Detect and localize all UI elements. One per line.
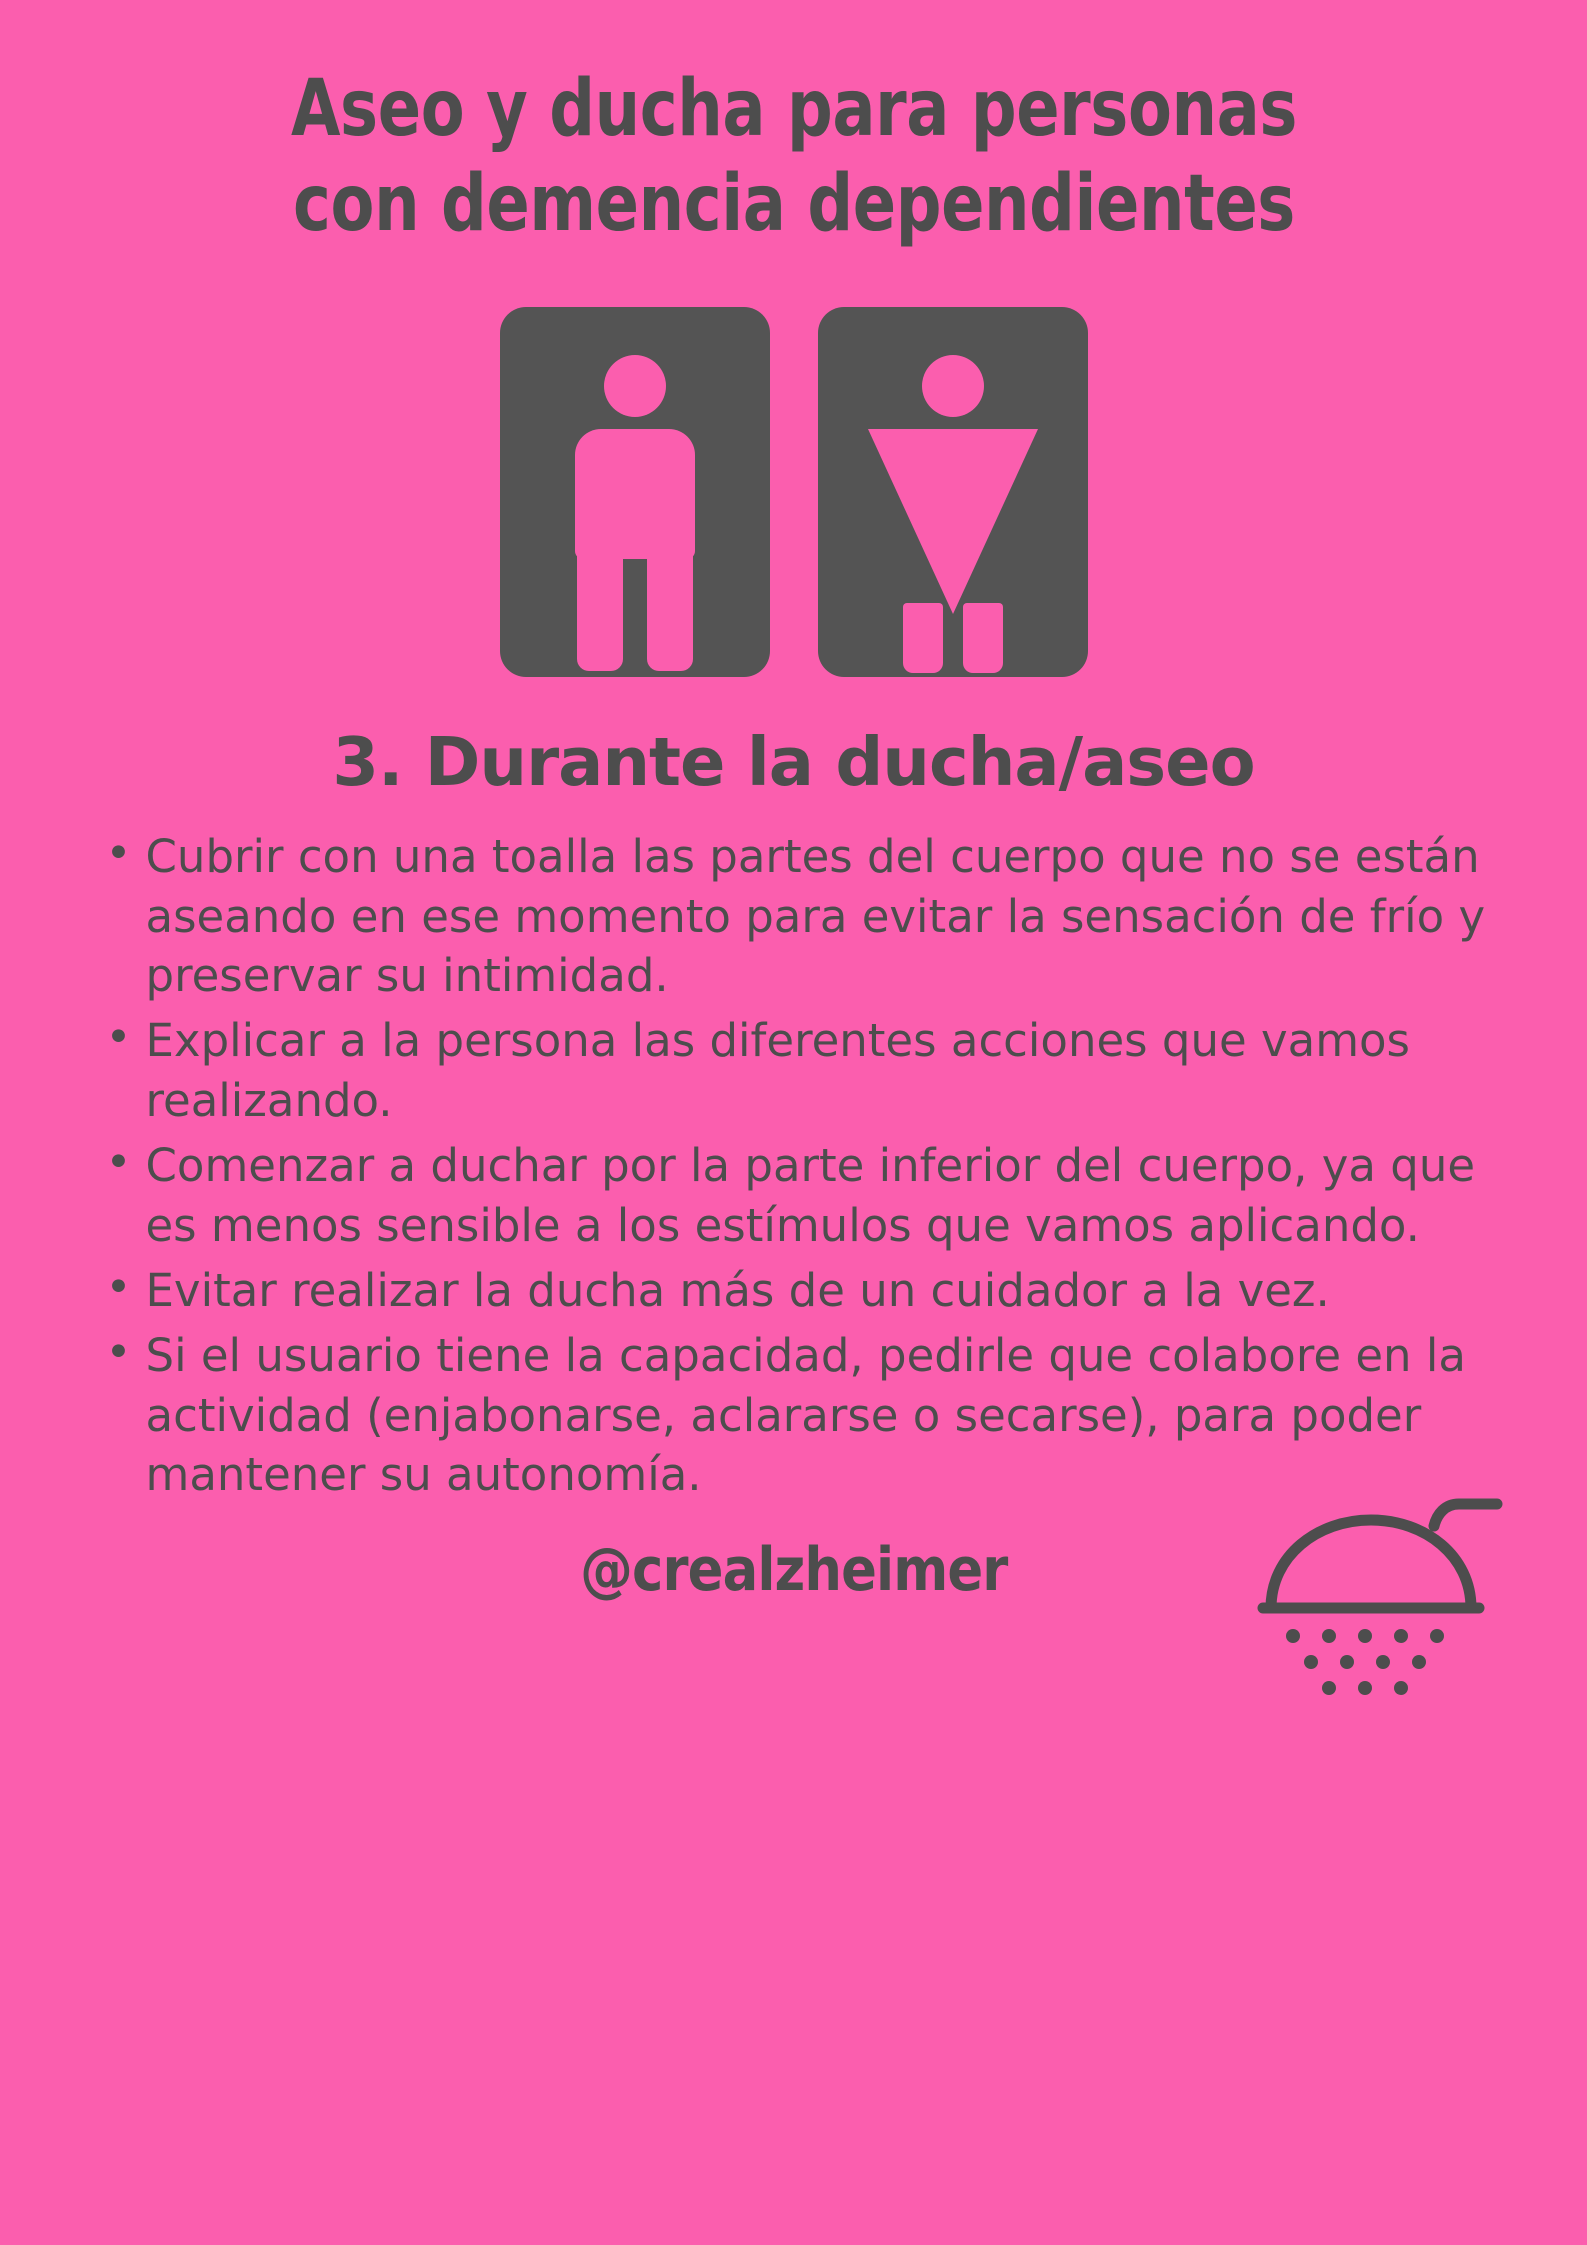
restroom-icons-row bbox=[500, 307, 1088, 677]
female-left-leg-shape bbox=[903, 603, 943, 673]
page-title bbox=[269, 62, 1319, 252]
list-item: • Evitar realizar la ducha más de un cuidador a la vez. bbox=[84, 1261, 1504, 1320]
male-right-leg-shape bbox=[647, 545, 693, 671]
list-item: • Comenzar a duchar por la parte inferior del cuerpo, ya que es menos sensible a los estímulos que vamos aplicando. bbox=[84, 1136, 1504, 1255]
male-restroom-pictogram bbox=[500, 307, 770, 677]
female-right-leg-shape bbox=[963, 603, 1003, 673]
list-item: • Explicar a la persona las diferentes acciones que vamos realizando. bbox=[84, 1011, 1504, 1130]
male-left-leg-shape bbox=[577, 545, 623, 671]
male-body-shape bbox=[575, 429, 695, 559]
female-head-shape bbox=[922, 355, 984, 417]
shower-icon bbox=[1249, 1490, 1509, 1720]
female-restroom-pictogram bbox=[818, 307, 1088, 677]
male-head-shape bbox=[604, 355, 666, 417]
section-heading: 3. Durante la ducha/aseo bbox=[332, 723, 1255, 802]
female-shoulders-shape bbox=[898, 429, 1008, 489]
social-handle: @crealzheimer bbox=[579, 1534, 1008, 1605]
title-line-1: Aseo y ducha para personas bbox=[290, 64, 1297, 154]
list-item: • Si el usuario tiene la capacidad, pedirle que colabore en la actividad (enjabonarse, aclararse o secarse), para poder mantener su autonomía. bbox=[84, 1326, 1504, 1504]
title-line-2: con demencia dependientes bbox=[292, 159, 1295, 250]
tips-list bbox=[84, 827, 1504, 1510]
list-item: • Cubrir con una toalla las partes del cuerpo que no se están aseando en ese momento para evitar la sensación de frío y preservar su intimidad. bbox=[84, 827, 1504, 1005]
